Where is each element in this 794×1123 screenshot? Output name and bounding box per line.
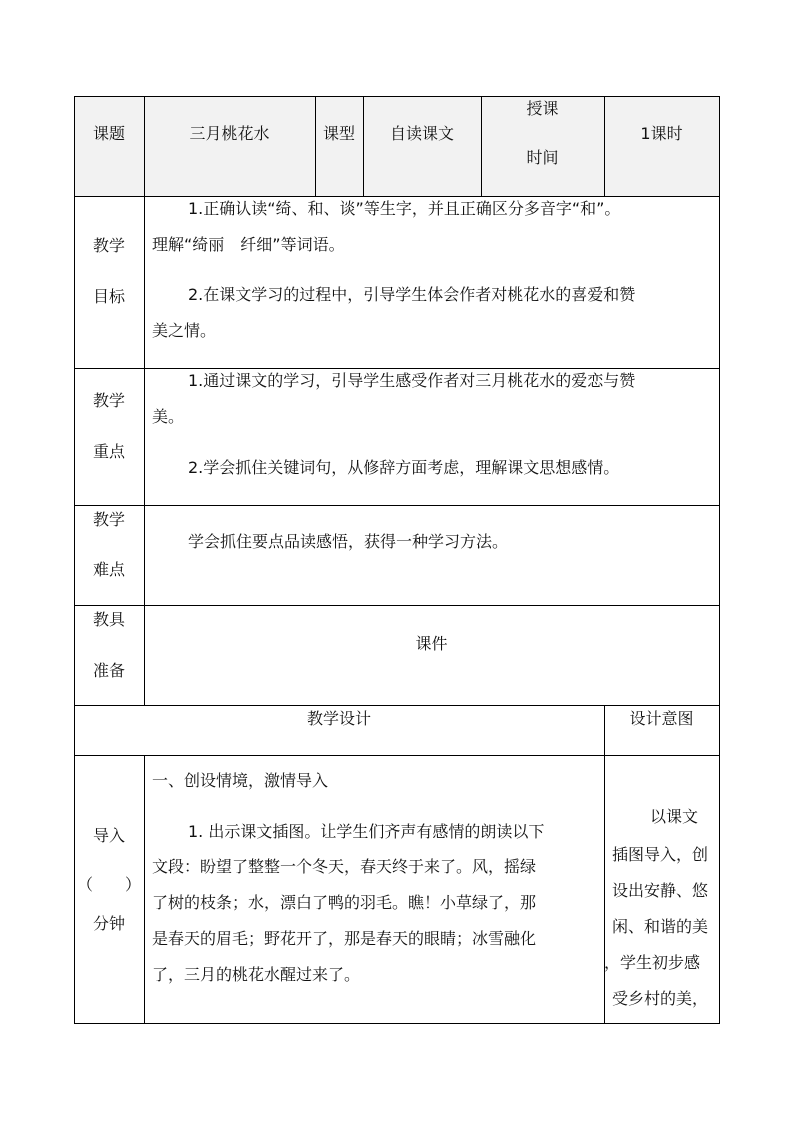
time-value: 1课时 <box>640 124 683 143</box>
intro-text-line: 了，三月的桃花水醒过来了。 <box>152 965 361 984</box>
intro-text-line: 了树的枝条；水，漂白了鸭的羽毛。瞧！小草绿了，那 <box>152 893 537 912</box>
tools-label-line-2: 准备 <box>92 661 125 680</box>
key-points-label-line-2: 重点 <box>92 442 125 461</box>
intro-text-line: 1. 出示课文插图。让学生们齐声有感情的朗读以下 <box>188 822 545 841</box>
intro-text-line: 是春天的眉毛；野花开了，那是春天的眼睛；冰雪融化 <box>152 929 537 948</box>
time-label-line-1: 授课 <box>526 99 559 118</box>
type-label: 课型 <box>322 124 355 143</box>
grid-line <box>74 1023 720 1024</box>
tools-label-line-1: 教具 <box>92 610 125 629</box>
intro-label-line-3: 分钟 <box>92 914 125 933</box>
intent-text-line: 受乡村的美， <box>612 989 709 1008</box>
intro-label-line-2: （ ） <box>76 875 141 894</box>
type-value: 自读课文 <box>389 124 454 143</box>
difficulty-label-line-2: 难点 <box>92 560 125 579</box>
grid-line <box>74 605 720 606</box>
key-points-text-line: 2.学会抓住关键词句，从修辞方面考虑，理解课文思想感情。 <box>188 458 620 477</box>
lesson-label: 课题 <box>92 124 125 143</box>
goals-label-line-2: 目标 <box>92 287 125 306</box>
time-label-line-2: 时间 <box>526 148 559 167</box>
intro-label-line-1: 导入 <box>92 826 125 845</box>
grid-line <box>144 96 145 706</box>
tools-text: 课件 <box>415 634 448 653</box>
lesson-title: 三月桃花水 <box>189 124 270 143</box>
goals-label-line-1: 教学 <box>92 236 125 255</box>
grid-line <box>719 96 720 1024</box>
goals-text-line: 1.正确认读“绮、和、谈”等生字，并且正确区分多音字“和”。 <box>188 199 621 218</box>
intent-text-line: ，学生初步感 <box>604 953 701 972</box>
key-points-text-line: 1.通过课文的学习，引导学生感受作者对三月桃花水的爱恋与赞 <box>188 371 636 390</box>
grid-line <box>74 505 720 506</box>
intent-title: 设计意图 <box>629 709 694 728</box>
intent-text-line: 设出安静、悠 <box>612 881 709 900</box>
difficulty-label-line-1: 教学 <box>92 510 125 529</box>
intent-text-line: 以课文 <box>650 807 699 826</box>
intent-text-line: 闲、和谐的美 <box>612 917 709 936</box>
key-points-text-line: 美。 <box>152 407 185 426</box>
difficulty-text: 学会抓住要点品读感悟，获得一种学习方法。 <box>188 532 509 551</box>
goals-text-line: 美之情。 <box>152 321 217 340</box>
goals-text-line: 理解“绮丽 纤细”等词语。 <box>152 235 345 254</box>
intent-text-line: 插图导入，创 <box>612 845 709 864</box>
grid-line <box>74 755 720 756</box>
intro-heading: 一、创设情境，激情导入 <box>152 771 329 790</box>
key-points-label-line-1: 教学 <box>92 391 125 410</box>
grid-line <box>74 705 720 706</box>
design-title: 教学设计 <box>306 709 371 728</box>
grid-line <box>144 755 145 1024</box>
intro-text-line: 文段：盼望了整整一个冬天，春天终于来了。风，摇绿 <box>152 857 537 876</box>
goals-text-line: 2.在课文学习的过程中，引导学生体会作者对桃花水的喜爱和赞 <box>188 285 636 304</box>
